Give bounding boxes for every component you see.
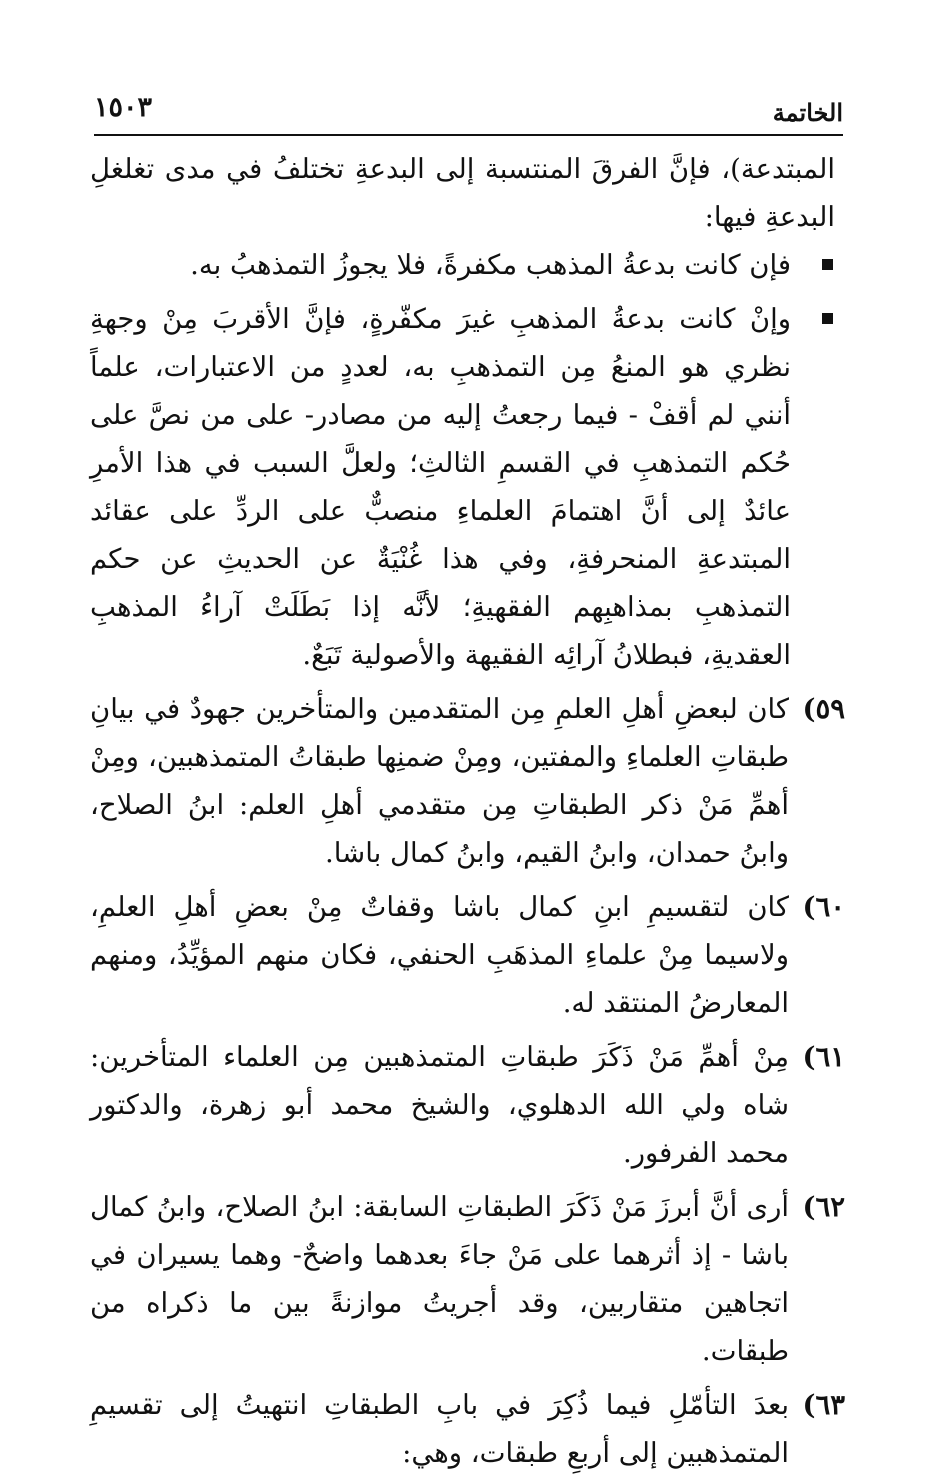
paragraph-text: كان لتقسيمِ ابنِ كمال باشا وقفاتٌ مِنْ بعضِ أهلِ العلمِ، ولاسيما مِنْ علماءِ المذهَبِ الحنفي، فكان منهم المؤيِّدُ، ومنهم المعارضُ المنتقد له. [90,891,789,1019]
page-number: ١٥٠٣ [94,92,153,123]
paragraph-number: ٦٣) [802,1389,845,1421]
numbered-paragraph [90,1033,845,1177]
numbered-paragraph [90,883,845,1027]
chapter-title: الخاتمة [772,98,843,127]
running-header [94,88,843,134]
header-divider [94,134,843,136]
paragraph-number: ٦٢) [802,1191,845,1223]
numbered-paragraph [90,1183,845,1375]
paragraph-text: مِنْ أهمِّ مَنْ ذَكَرَ طبقاتِ المتمذهبين مِن العلماء المتأخرين: شاه ولي الله الدهلوي، والشيخ محمد أبو زهرة، والدكتور محمد الفرفور. [90,1041,789,1169]
numbered-paragraph [90,1381,845,1477]
square-bullet-icon [822,259,833,270]
paragraph-number: ٦٠) [802,891,845,923]
paragraph-number: ٥٩) [802,693,845,725]
square-bullet-icon [822,313,833,324]
bullet-text: وإنْ كانت بدعةُ المذهبِ غيرَ مكفّرةٍ، فإنَّ الأقربَ مِنْ وجهةِ نظري هو المنعُ مِن التمذهبِ به، لعددٍ من الاعتبارات، علماً أنني لم أقفْ - فيما رجعتُ إليه من مصادر- على من نصَّ على حُكم التمذهبِ في القسمِ الثالثِ؛ ولعلَّ السبب في هذا الأمرِ عائدٌ إلى أنَّ اهتمامَ العلماءِ منصبٌّ على الردِّ على عقائد المبتدعةِ المنحرفةِ، وفي هذا غُنْيَةٌ عن الحديثِ عن حكم التمذهبِ بمذاهبِهم الفقهيةِ؛ لأنَّه إذا بَطَلَتْ آراءُ المذهبِ العقديةِ، فبطلانُ آرائِه الفقيهة والأصولية تَبَعٌ. [90,303,791,671]
page-body [90,145,845,1477]
numbered-paragraph [90,685,845,877]
bullet-item [90,295,845,679]
bullet-text: فإن كانت بدعةُ المذهب مكفرةً، فلا يجوزُ التمذهبُ به. [190,249,791,281]
paragraph-text: بعدَ التأمّلِ فيما ذُكِرَ في بابِ الطبقاتِ انتهيتُ إلى تقسيمِ المتمذهبين إلى أربعِ طبقات، وهي: [90,1389,789,1469]
paragraph-number: ٦١) [802,1041,845,1073]
intro-paragraph: المبتدعة)، فإنَّ الفرقَ المنتسبة إلى البدعةِ تختلفُ في مدى تغلغلِ البدعةِ فيها: [90,153,835,233]
paragraph-text: أرى أنَّ أبرزَ مَنْ ذَكَرَ الطبقاتِ السابقة: ابنُ الصلاح، وابنُ كمال باشا - إذ أثرهما على مَنْ جاءَ بعدهما واضحٌ- وهما يسيران في اتجاهين متقاربين، وقد أجريتُ موازنةً بين ما ذكراه من طبقات. [90,1191,789,1367]
bullet-item [90,241,845,289]
paragraph-text: كان لبعضِ أهلِ العلمِ مِن المتقدمين والمتأخرين جهودٌ في بيانِ طبقاتِ العلماءِ والمفتين، ومِنْ ضمنِها طبقاتُ المتمذهبين، ومِنْ أهمِّ مَنْ ذكر الطبقاتِ مِن متقدمي أهلِ العلم: ابنُ الصلاح، وابنُ حمدان، وابنُ القيم، وابنُ كمال باشا. [90,693,789,869]
